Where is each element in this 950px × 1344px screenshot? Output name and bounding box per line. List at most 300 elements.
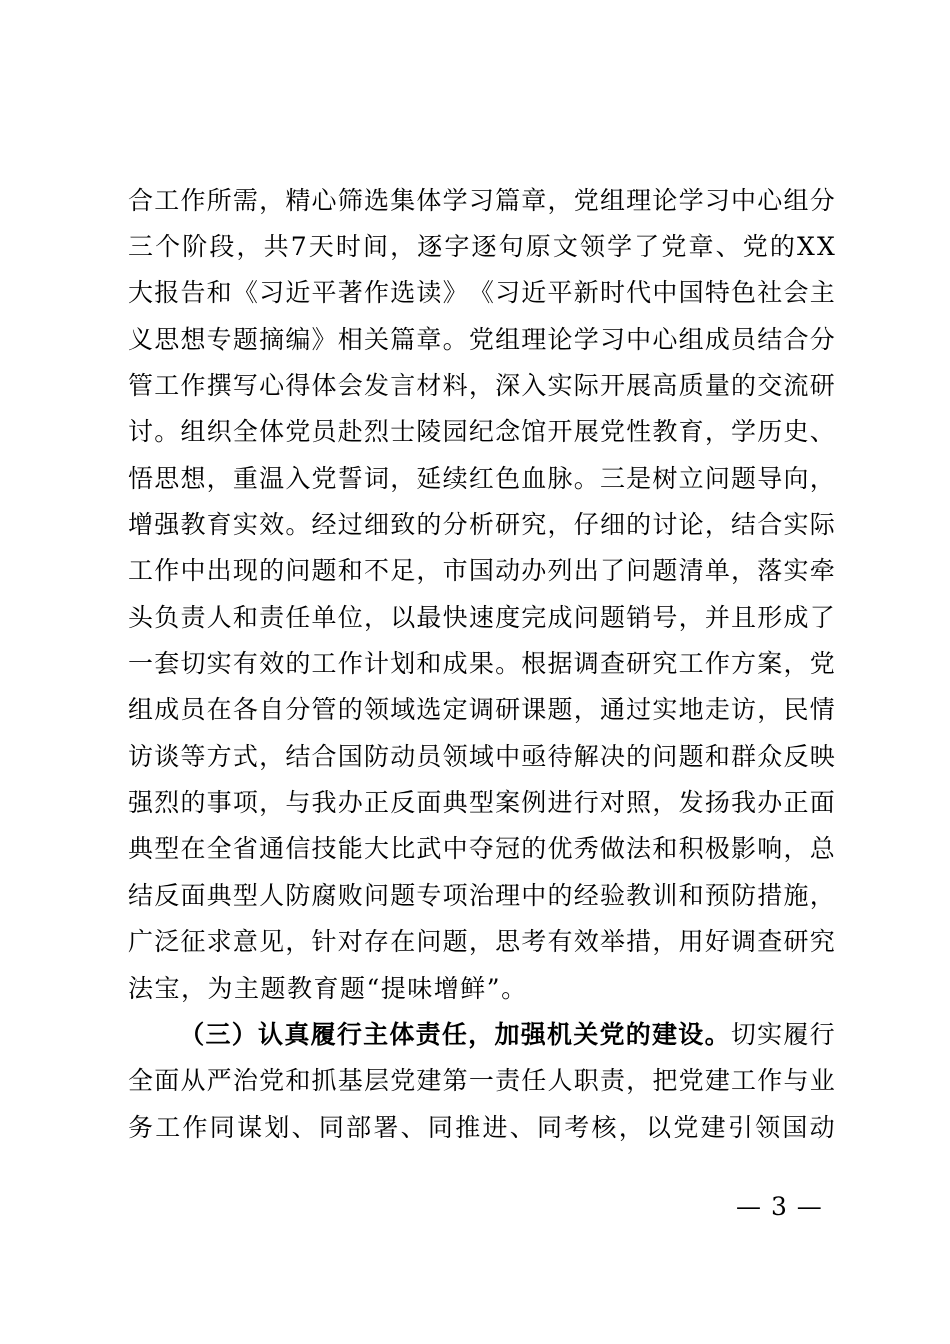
character: 办 (337, 788, 363, 818)
character: 调 (468, 695, 494, 725)
character: 度 (495, 602, 521, 632)
character: 题 (599, 602, 625, 632)
character: 、 (715, 232, 741, 262)
character: 的 (626, 741, 652, 771)
character: 党 (661, 232, 687, 262)
character: 出 (206, 556, 232, 586)
character: 工 (678, 649, 704, 679)
character: 论 (678, 510, 704, 540)
character: 、 (291, 1112, 317, 1142)
character: 败 (337, 880, 363, 910)
character: 合 (757, 510, 783, 540)
character: 展 (626, 371, 652, 401)
character: 论 (652, 185, 678, 215)
character: 中 (652, 278, 678, 308)
character: 中 (626, 324, 652, 354)
character: 党 (673, 1112, 699, 1142)
character: 专 (416, 880, 442, 910)
text-line (128, 362, 835, 408)
character: 办 (521, 556, 547, 586)
character: 原 (525, 232, 551, 262)
character: 讨 (128, 417, 154, 447)
character: 效 (259, 510, 285, 540)
character: 流 (783, 371, 809, 401)
character: 同 (318, 1112, 344, 1142)
character: 现 (232, 556, 258, 586)
character: 走 (704, 695, 730, 725)
document-body (128, 177, 835, 1150)
text-line (128, 316, 835, 362)
character: ， (468, 371, 494, 401)
character: 党 (285, 417, 311, 447)
character: 同 (536, 1112, 562, 1142)
character: 中 (521, 880, 547, 910)
character: 治 (232, 1066, 258, 1096)
character: 合 (128, 185, 154, 215)
character: 防 (285, 880, 311, 910)
character: 特 (704, 278, 730, 308)
character: 专 (206, 324, 232, 354)
character: ， (363, 602, 389, 632)
character: 做 (599, 834, 625, 864)
page-number: — 3 — (736, 1192, 823, 1221)
character: 和 (652, 834, 678, 864)
character: 段 (209, 232, 235, 262)
character: 严 (206, 1066, 232, 1096)
character: 实 (206, 649, 232, 679)
character: 国 (678, 278, 704, 308)
character: 型 (154, 834, 180, 864)
character: 写 (232, 371, 258, 401)
character: 一 (468, 1066, 494, 1096)
character: 和 (704, 741, 730, 771)
character: ， (259, 185, 285, 215)
character: 想 (180, 463, 206, 493)
character: 心 (652, 324, 678, 354)
character: 成 (783, 602, 809, 632)
character: 近 (285, 278, 311, 308)
character: 访 (128, 741, 154, 771)
character: 向 (783, 463, 809, 493)
character: 成 (442, 649, 468, 679)
text-line (128, 687, 835, 733)
character: 在 (390, 927, 416, 957)
character: 烈 (154, 788, 180, 818)
character: 同 (209, 1112, 235, 1142)
character: 有 (547, 927, 573, 957)
character: 心 (757, 185, 783, 215)
character: 习 (468, 185, 494, 215)
character: ， (652, 927, 678, 957)
character: 引 (727, 1112, 753, 1142)
text-line (128, 826, 835, 872)
text-line (128, 409, 835, 455)
character: 责 (599, 1066, 625, 1096)
character: 实 (652, 695, 678, 725)
character: 成 (547, 602, 573, 632)
character: 国 (782, 1112, 808, 1142)
character: 全 (206, 834, 232, 864)
character: 》 (311, 324, 337, 354)
character: 党 (259, 1066, 285, 1096)
character: ， (468, 1019, 494, 1049)
character: 增 (128, 510, 154, 540)
character: 会 (783, 278, 809, 308)
character: 办 (757, 788, 783, 818)
character: 牵 (809, 556, 835, 586)
character: 效 (573, 927, 599, 957)
character: 信 (285, 834, 311, 864)
text-line (128, 1011, 835, 1057)
character: 研 (783, 927, 809, 957)
character: 落 (757, 556, 783, 586)
character: 究 (809, 927, 835, 957)
character: 问 (573, 602, 599, 632)
character: 案 (757, 649, 783, 679)
character: 义 (128, 324, 154, 354)
character: ， (731, 556, 757, 586)
character: 省 (232, 834, 258, 864)
character: 人 (206, 602, 232, 632)
character: 众 (757, 741, 783, 771)
character: 措 (626, 927, 652, 957)
character: 型 (468, 788, 494, 818)
character: 验 (599, 880, 625, 910)
character: 自 (259, 695, 285, 725)
character: 谈 (154, 741, 180, 771)
character: 领 (580, 232, 606, 262)
text-line (128, 548, 835, 594)
character: 告 (180, 278, 206, 308)
character: 是 (626, 463, 652, 493)
character: ， (809, 463, 835, 493)
character: 题 (547, 695, 573, 725)
character: 根 (521, 649, 547, 679)
character: 三 (128, 232, 154, 262)
character: 结 (128, 880, 154, 910)
character: 织 (206, 417, 232, 447)
character: 园 (442, 417, 468, 447)
character: 见 (259, 927, 285, 957)
character: 。 (442, 324, 468, 354)
character: 合 (311, 741, 337, 771)
character: 摘 (259, 324, 285, 354)
character: 的 (416, 510, 442, 540)
character: ， (390, 463, 416, 493)
character: 的 (180, 788, 206, 818)
character: 任 (521, 1066, 547, 1096)
character: 学 (442, 185, 468, 215)
character: 冠 (495, 834, 521, 864)
character: 。 (154, 417, 180, 447)
character: 预 (704, 880, 730, 910)
character: 过 (337, 510, 363, 540)
character: 项 (442, 880, 468, 910)
character: 工 (154, 371, 180, 401)
character: 近 (521, 278, 547, 308)
character: 行 (336, 1019, 362, 1049)
character: 事 (206, 788, 232, 818)
character: 务 (128, 1112, 154, 1142)
character: ， (618, 1112, 644, 1142)
character: 的 (625, 1019, 651, 1049)
character: 共 (263, 232, 289, 262)
character: 究 (652, 649, 678, 679)
character: 泛 (154, 927, 180, 957)
text-run: 法宝，为主题教育题“提味增鲜”。 (128, 973, 528, 1003)
character: 分 (285, 695, 311, 725)
character: 的 (769, 232, 795, 262)
character: 、 (400, 1112, 426, 1142)
character: 续 (442, 463, 468, 493)
character: 型 (232, 880, 258, 910)
character: ， (285, 927, 311, 957)
character: 树 (652, 463, 678, 493)
character: 分 (809, 324, 835, 354)
character: 完 (521, 602, 547, 632)
character: 教 (652, 417, 678, 447)
text-line (128, 1058, 835, 1104)
character: 色 (731, 278, 757, 308)
character: 且 (731, 602, 757, 632)
character: 。 (704, 1019, 730, 1049)
character: 党 (809, 649, 835, 679)
character: 主 (809, 278, 835, 308)
character: 国 (468, 556, 494, 586)
character: 篇 (390, 324, 416, 354)
character: 精 (285, 185, 311, 215)
character: 党 (599, 417, 625, 447)
character: 和 (678, 880, 704, 910)
character: 考 (564, 1112, 590, 1142)
character: ， (783, 649, 809, 679)
character: 访 (731, 695, 757, 725)
character: 员 (180, 695, 206, 725)
character: 作 (182, 1112, 208, 1142)
character: 相 (337, 324, 363, 354)
character: ， (704, 417, 730, 447)
character: 体 (259, 417, 285, 447)
character: 选 (416, 695, 442, 725)
character: 典 (128, 834, 154, 864)
character: 细 (363, 510, 389, 540)
character: 据 (547, 649, 573, 679)
character: 头 (128, 602, 154, 632)
character: 正 (783, 788, 809, 818)
character: 谋 (237, 1112, 263, 1142)
character: 育 (206, 510, 232, 540)
character: 形 (757, 602, 783, 632)
character: 求 (206, 927, 232, 957)
character: 脉 (547, 463, 573, 493)
character: 7 (290, 232, 307, 262)
character: 快 (442, 602, 468, 632)
character: ） (231, 1019, 257, 1049)
character: 。 (285, 510, 311, 540)
character: 展 (573, 417, 599, 447)
character: 习 (495, 278, 521, 308)
character: 心 (259, 371, 285, 401)
character: 好 (704, 927, 730, 957)
character: 工 (154, 185, 180, 215)
character: 党 (311, 463, 337, 493)
character: 报 (154, 278, 180, 308)
character: 了 (634, 232, 660, 262)
character: 思 (495, 927, 521, 957)
character: 对 (337, 927, 363, 957)
character: 的 (731, 371, 757, 401)
character: 、 (509, 1112, 535, 1142)
character: 选 (363, 185, 389, 215)
character: 第 (442, 1066, 468, 1096)
character: 套 (154, 649, 180, 679)
character: 解 (573, 741, 599, 771)
character: 章 (521, 185, 547, 215)
character: 与 (285, 788, 311, 818)
character: 面 (154, 1066, 180, 1096)
character: 三 (599, 463, 625, 493)
character: 纪 (468, 417, 494, 447)
character: 实 (783, 510, 809, 540)
character: 查 (599, 649, 625, 679)
character: 民 (783, 695, 809, 725)
character: 责 (259, 602, 285, 632)
character: 单 (311, 602, 337, 632)
text-line (128, 779, 835, 825)
character: 题 (652, 556, 678, 586)
character: 反 (390, 788, 416, 818)
character: 馆 (521, 417, 547, 447)
character: 积 (678, 834, 704, 864)
character: 史 (783, 417, 809, 447)
character: 章 (416, 324, 442, 354)
character: 速 (468, 602, 494, 632)
text-line (128, 965, 835, 1011)
character: 题 (311, 556, 337, 586)
character: ， (757, 695, 783, 725)
character: 动 (390, 741, 416, 771)
character: 层 (363, 1066, 389, 1096)
character: 责 (180, 602, 206, 632)
character: 选 (390, 278, 416, 308)
character: 一 (128, 649, 154, 679)
character: 时 (599, 278, 625, 308)
character: 设 (678, 1019, 704, 1049)
character: 量 (704, 371, 730, 401)
character: 正 (363, 788, 389, 818)
character: ， (626, 1066, 652, 1096)
character: 成 (704, 324, 730, 354)
character: 筛 (337, 185, 363, 215)
character: 扬 (704, 788, 730, 818)
character: 和 (232, 602, 258, 632)
character: 工 (311, 649, 337, 679)
character: 习 (704, 185, 730, 215)
character: 切 (180, 649, 206, 679)
character: 题 (731, 463, 757, 493)
character: 色 (495, 463, 521, 493)
character: 行 (573, 788, 599, 818)
character: 查 (757, 927, 783, 957)
character: 认 (258, 1019, 284, 1049)
character: 领 (363, 695, 389, 725)
character: 在 (206, 695, 232, 725)
character: 学 (731, 417, 757, 447)
character: 训 (652, 880, 678, 910)
character: 题 (232, 324, 258, 354)
character: 著 (337, 278, 363, 308)
character: X (816, 232, 835, 262)
character: 导 (757, 463, 783, 493)
text-line (128, 177, 835, 223)
character: 人 (259, 880, 285, 910)
character: 能 (337, 834, 363, 864)
character: 经 (311, 510, 337, 540)
character: （ (179, 1019, 205, 1049)
character: 国 (337, 741, 363, 771)
character: 问 (626, 556, 652, 586)
character: 组 (495, 324, 521, 354)
character: 的 (285, 649, 311, 679)
character: 任 (285, 602, 311, 632)
character: 号 (652, 602, 678, 632)
character: ， (573, 695, 599, 725)
text-line (128, 640, 835, 686)
character: 组 (599, 185, 625, 215)
character: 征 (180, 927, 206, 957)
character: 作 (704, 649, 730, 679)
character: 同 (427, 1112, 453, 1142)
character: 和 (416, 649, 442, 679)
character: 措 (757, 880, 783, 910)
character: 域 (390, 695, 416, 725)
character: 。 (573, 463, 599, 493)
character: 面 (416, 788, 442, 818)
character: 学 (607, 232, 633, 262)
character: 结 (731, 510, 757, 540)
character: 定 (442, 695, 468, 725)
character: 单 (704, 556, 730, 586)
character: 地 (678, 695, 704, 725)
character: ， (809, 880, 835, 910)
character: 成 (154, 695, 180, 725)
character: 。 (495, 649, 521, 679)
character: 分 (442, 510, 468, 540)
character: 得 (285, 371, 311, 401)
character: 逐 (417, 232, 443, 262)
character: 实 (232, 510, 258, 540)
character: 分 (809, 185, 835, 215)
character: 了 (809, 602, 835, 632)
character: 典 (206, 880, 232, 910)
character: 总 (809, 834, 835, 864)
character: 方 (206, 741, 232, 771)
character: ， (678, 602, 704, 632)
character: 负 (154, 602, 180, 632)
character: 建 (700, 1112, 726, 1142)
character: 温 (259, 463, 285, 493)
character: 字 (444, 232, 470, 262)
character: 和 (285, 1066, 311, 1096)
character: 职 (573, 1066, 599, 1096)
text-line (128, 919, 835, 965)
character: 出 (573, 556, 599, 586)
character: 业 (809, 1066, 835, 1096)
character: 技 (311, 834, 337, 864)
character: 题 (442, 927, 468, 957)
character: 责 (495, 1066, 521, 1096)
character: 作 (363, 278, 389, 308)
